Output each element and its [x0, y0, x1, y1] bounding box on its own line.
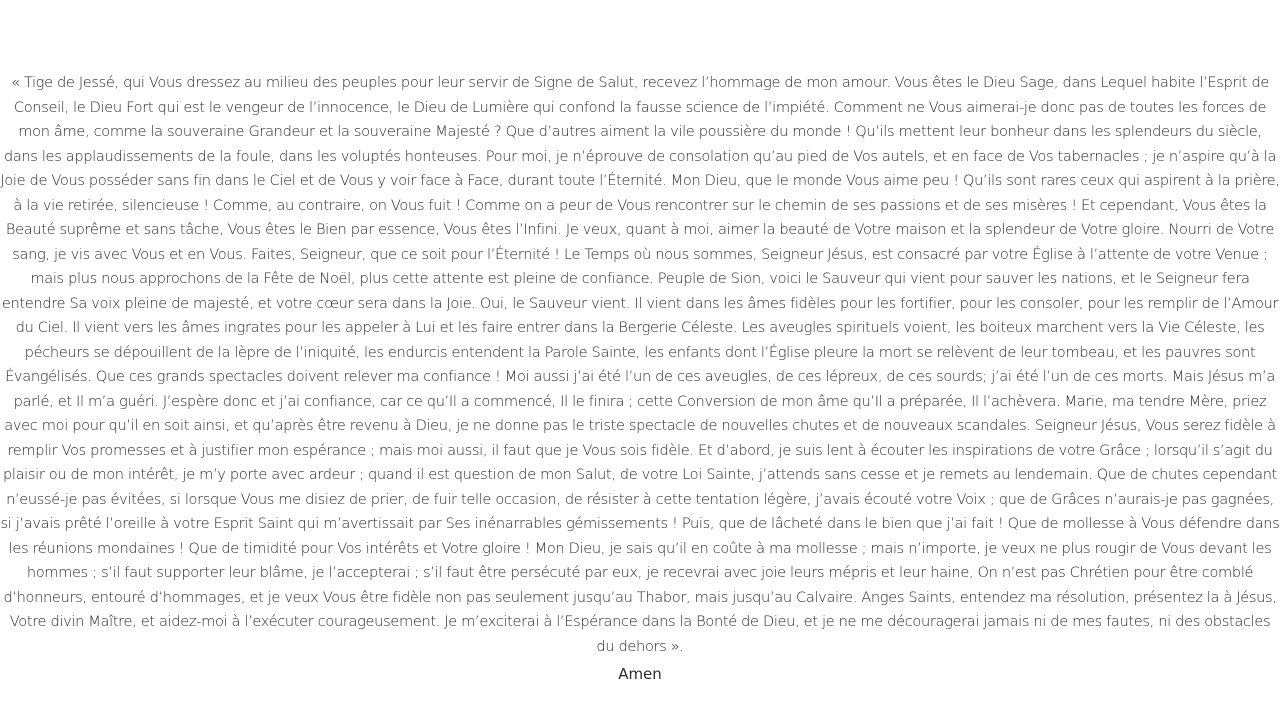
prayer-body-text: « Tige de Jessé, qui Vous dressez au milieu des peuples pour leur servir de Signe de Salut, recevez l’hommage de mon amour. Vous êtes le Dieu Sage, dans Lequel habite l’Esprit de Conseil, le Dieu Fort qui est le vengeur de l’innocence, le Dieu de Lumière qui confond la fausse science de l’impiété. Comment ne Vous aimerai-je donc pas de toutes les forces de mon âme, comme la souveraine Grandeur et la souveraine Majesté ? Que d’autres aiment la vile poussière du monde ! Qu’ils mettent leur bonheur dans les splendeurs du siècle, dans les applaudissements de la foule, dans les voluptés honteuses. Pour moi, je n’éprouve de consolation qu’au pied de Vos autels, et en face de Vos tabernacles ; je n’aspire qu’à la Joie de Vous posséder sans fin dans le Ciel et de Vous y voir face à Face, durant toute l’Éternité. Mon Dieu, que le monde Vous aime peu ! Qu’ils sont rares ceux qui aspirent à la prière, à la vie retirée, silencieuse ! Comme, au contraire, on Vous fuit ! Comme on a peur de Vous rencontrer sur le chemin de ses passions et de ses misères ! Et cependant, Vous êtes la Beauté suprême et sans tâche, Vous êtes le Bien par essence, Vous êtes l’Infini. Je veux, quant à moi, aimer la beauté de Votre maison et la splendeur de Votre gloire. Nourri de Votre sang, je vis avec Vous et en Vous. Faites, Seigneur, que ce soit pour l’Éternité ! Le Temps où nous sommes, Seigneur Jésus, est consacré par votre Église à l’attente de votre Venue ; mais plus nous approchons de la Fête de Noël, plus cette attente est pleine de confiance. Peuple de Sion, voici le Sauveur qui vient pour sauver les nations, et le Seigneur fera entendre Sa voix pleine de majesté, et votre cœur sera dans la Joie. Oui, le Sauveur vient. Il vient dans les âmes fidèles pour les fortifier, pour les consoler, pour les remplir de l’Amour du Ciel. Il vient vers les âmes ingrates pour les appeler à Lui et les faire entrer dans la Bergerie Céleste. Les aveugles spirituels voient, les boiteux marchent vers la Vie Céleste, les pécheurs se dépouillent de la lèpre de l’iniquité, les endurcis entendent la Parole Sainte, les enfants dont l’Église pleure la mort se relèvent de leur tombeau, et les pauvres sont Évangélisés. Que ces grands spectacles doivent relever ma confiance ! Moi aussi j’ai été l’un de ces aveugles, de ces lépreux, de ces sourds; j’ai été l’un de ces morts. Mais Jésus m’a parlé, et Il m’a guéri. J’espère donc et j’ai confiance, car ce qu’Il a commencé, Il le finira ; cette Conversion de mon âme qu’Il a préparée, Il l’achèvera. Marie, ma tendre Mère, priez avec moi pour qu’il en soit ainsi, et qu’après être revenu à Dieu, je ne donne pas le triste spectacle de nouvelles chutes et de nouveaux scandales. Seigneur Jésus, Vous serez fidèle à remplir Vos promesses et à justifier mon espérance ; mais moi aussi, il faut que je Vous sois fidèle. Et d’abord, je suis lent à écouter les inspirations de votre Grâce ; lorsqu’il s’agit du plaisir ou de mon intérêt, je m’y porte avec ardeur ; quand il est question de mon Salut, de votre Loi Sainte, j’attends sans cesse et je remets au lendemain. Que de chutes cependant n’eussé-je pas évitées, si lorsque Vous me disiez de prier, de fuir telle occasion, de résister à cette tentation légère, j’avais écouté votre Voix ; que de Grâces n’aurais-je pas gagnées, si j’avais prêté l’oreille à votre Esprit Saint qui m’avertissait par Ses inénarrables gémissements ! Puis, que de lâcheté dans le bien que j’ai fait ! Que de mollesse à Vous défendre dans les réunions mondaines ! Que de timidité pour Vos intérêts et Votre gloire ! Mon Dieu, je sais qu’il en coûte à ma mollesse ; mais n’importe, je veux ne plus rougir de Vous devant les hommes ; s’il faut supporter leur blâme, je l’accepterai ; s’il faut être persécuté par eux, je recevrai avec joie leurs mépris et leur haine, On n’est pas Chrétien pour être comblé d’honneurs, entouré d’hommages, et je veux Vous être fidèle non pas seulement jusqu’au Thabor, mais jusqu’au Calvaire. Anges Saints, entendez ma résolution, présentez la à Jésus, Votre divin Maître, et aidez-moi à l’exécuter courageusement. Je m’exciterai à l’Espérance dans la Bonté de Dieu, et je ne me découragerai jamais ni de mes fautes, ni des obstacles du dehors ». [0, 74, 1280, 655]
prayer-closing-amen: Amen [618, 665, 662, 683]
